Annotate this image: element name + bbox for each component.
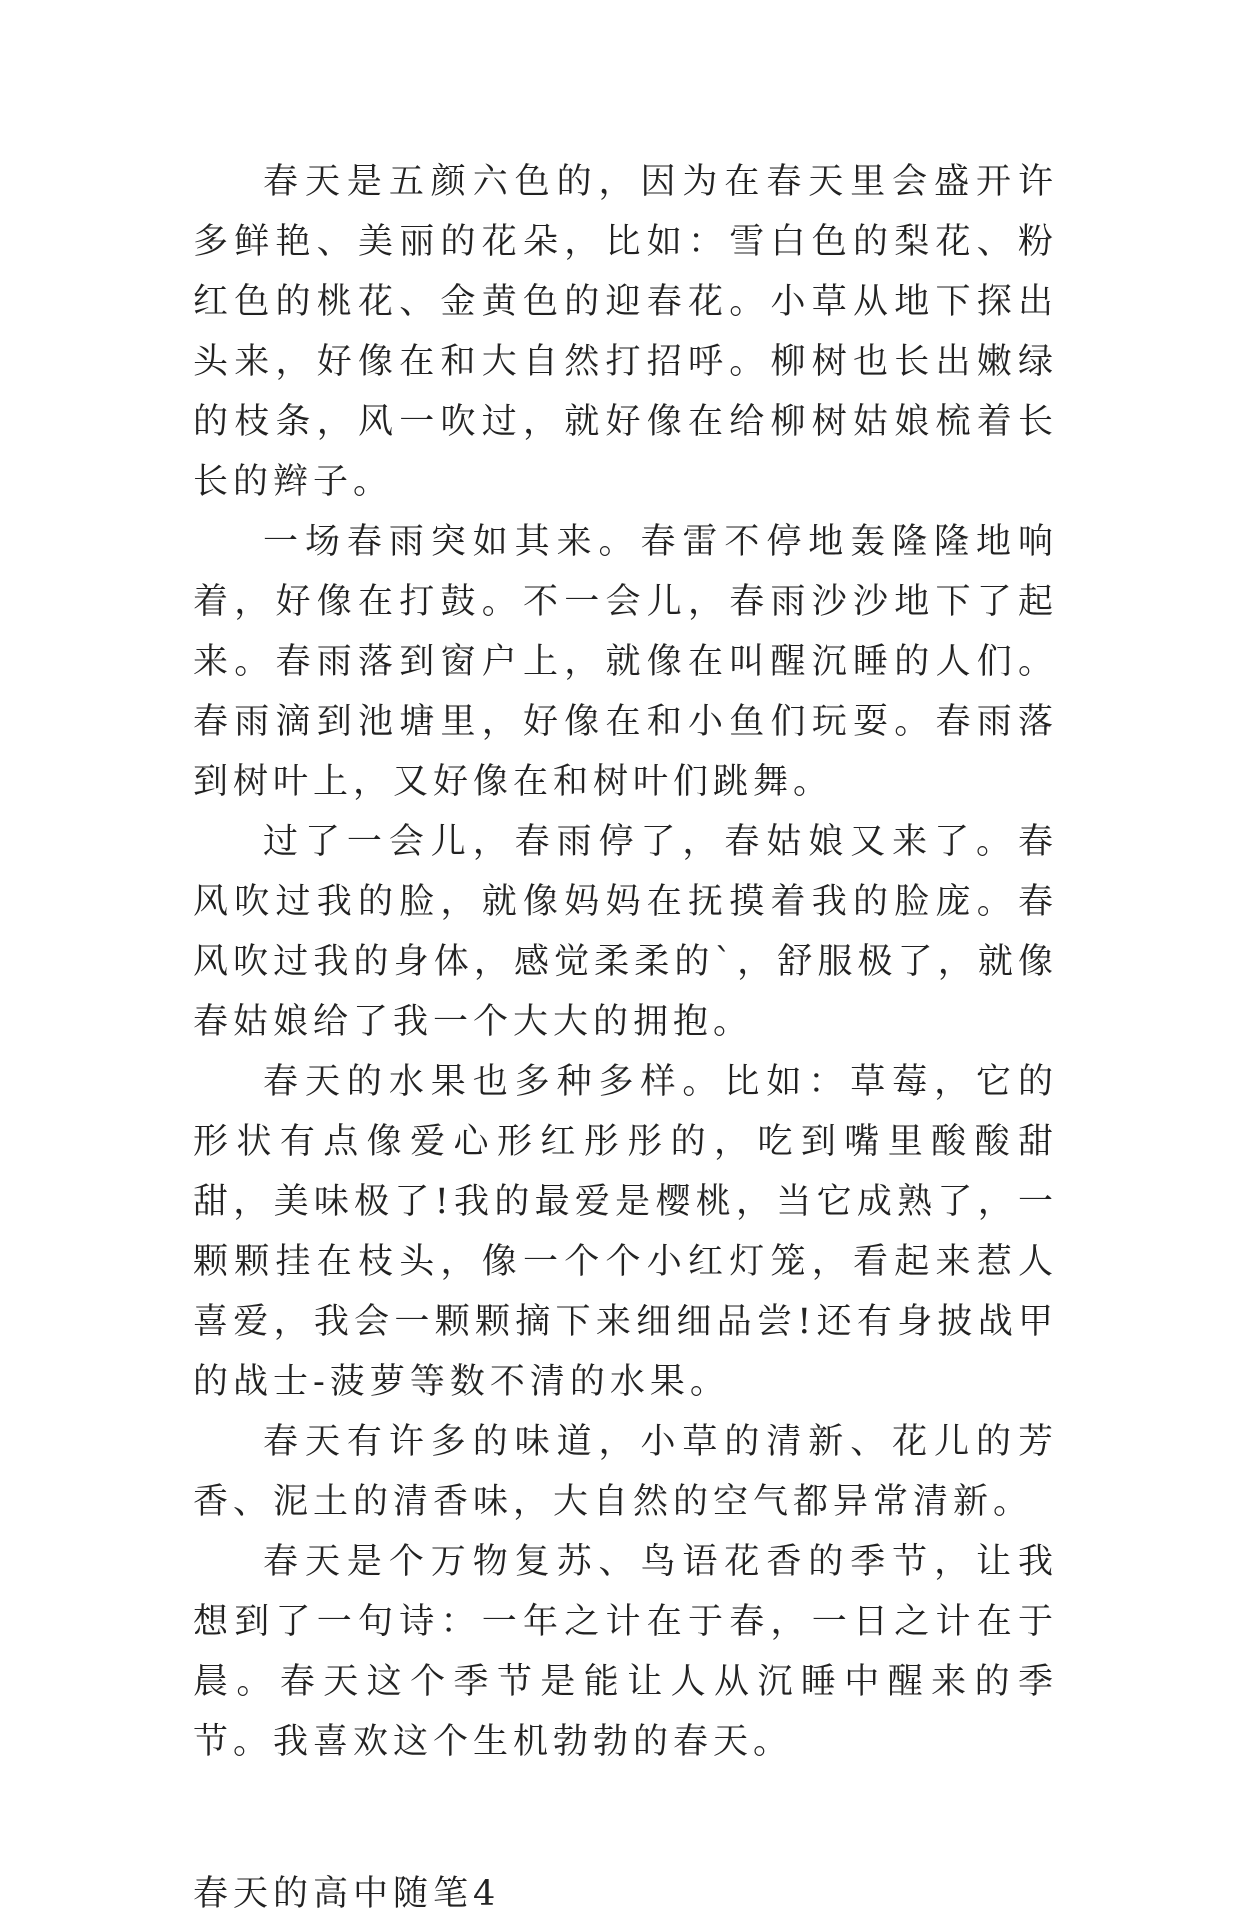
paragraph-3: 过了一会儿，春雨停了，春姑娘又来了。春风吹过我的脸，就像妈妈在抚摸着我的脸庞。春风吹过我的身体，感觉柔柔的`，舒服极了，就像春姑娘给了我一个大大的拥抱。 (193, 822, 1058, 1042)
paragraph-4: 春天的水果也多种多样。比如：草莓，它的形状有点像爱心形红彤彤的，吃到嘴里酸酸甜甜，美味极了!我的最爱是樱桃，当它成熟了，一颗颗挂在枝头，像一个个小红灯笼，看起来惹人喜爱，我会一颗颗摘下来细细品尝!还有身披战甲的战士-菠萝等数不清的水果。 (193, 1062, 1058, 1402)
paragraph-2: 一场春雨突如其来。春雷不停地轰隆隆地响着，好像在打鼓。不一会儿，春雨沙沙地下了起来。春雨落到窗户上，就像在叫醒沉睡的人们。春雨滴到池塘里，好像在和小鱼们玩耍。春雨落到树叶上，又好像在和树叶们跳舞。 (193, 522, 1058, 802)
paragraph-5: 春天有许多的味道，小草的清新、花儿的芳香、泥土的清香味，大自然的空气都异常清新。 (193, 1422, 1058, 1522)
document-body (193, 152, 1058, 1924)
section-title: 春天的高中随笔4 (193, 1874, 501, 1914)
paragraph-6: 春天是个万物复苏、鸟语花香的季节，让我想到了一句诗：一年之计在于春，一日之计在于晨。春天这个季节是能让人从沉睡中醒来的季节。我喜欢这个生机勃勃的春天。 (193, 1542, 1058, 1762)
paragraph-1: 春天是五颜六色的，因为在春天里会盛开许多鲜艳、美丽的花朵，比如：雪白色的梨花、粉红色的桃花、金黄色的迎春花。小草从地下探出头来，好像在和大自然打招呼。柳树也长出嫩绿的枝条，风一吹过，就好像在给柳树姑娘梳着长长的辫子。 (193, 162, 1058, 502)
